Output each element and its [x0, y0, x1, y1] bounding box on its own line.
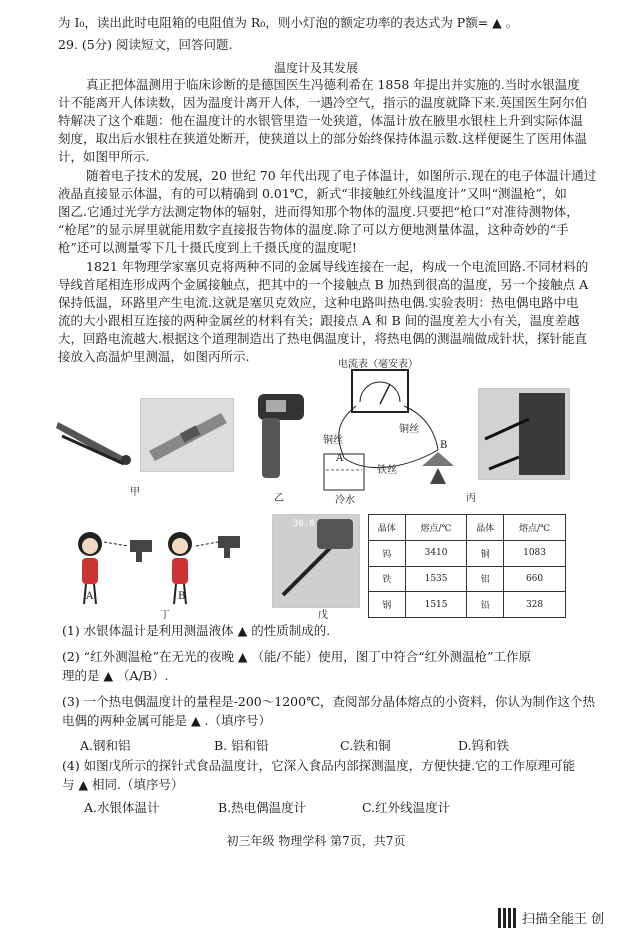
cold-water-label: 冷水 — [335, 495, 355, 506]
figure-label-jia: 甲 — [130, 487, 140, 498]
table-cell: 钢 — [369, 592, 406, 618]
furnace-probe-image — [478, 388, 570, 480]
table-header: 熔点/℃ — [504, 515, 566, 541]
table-cell: 1515 — [405, 592, 467, 618]
figure-label-ding: 丁 — [160, 610, 170, 621]
table-header: 熔点/℃ — [405, 515, 467, 541]
question-3-line-2: 电偶的两种金属可能是 ▲ .（填序号） — [62, 713, 272, 728]
table-cell: 铅 — [467, 592, 504, 618]
table-cell: 328 — [504, 592, 566, 618]
question-1: (1) 水银体温计是利用测温液体 ▲ 的性质制成的. — [62, 623, 331, 638]
children-infrared-diagram — [68, 520, 248, 610]
q4-option-a: A.水银体温计 — [84, 800, 160, 815]
table-cell: 1083 — [504, 540, 566, 566]
table-cell: 铁 — [369, 566, 406, 592]
table-header: 晶体 — [369, 515, 406, 541]
probe-screen-reading: 36.8 — [293, 519, 315, 529]
iron-wire-label: 铁丝 — [377, 465, 397, 476]
paragraph-line: 大，回路电流越大.根据这个道理制造出了热电偶温度计，将热电偶的测温端做成针状，探针能直 — [58, 331, 587, 346]
copper-wire-left-label: 铜丝 — [323, 435, 343, 446]
question-2-line-1: (2) “红外测温枪”在无光的夜晚 ▲ （能/不能）使用，图丁中符合“红外测温枪”工作原 — [62, 649, 532, 664]
article-title: 温度计及其发展 — [273, 61, 358, 75]
copper-wire-right-label: 铜丝 — [399, 424, 419, 435]
clinical-thermometer-image — [54, 400, 134, 470]
paragraph-line: 计，如图甲所示. — [58, 149, 150, 164]
question-29-header: 29. (5分) 阅读短文，回答问题. — [58, 37, 233, 52]
paragraph-line: 保持低温，环路里产生电流.这就是塞贝克效应，这种电路叫热电偶.实验表明：热电偶电路中电 — [58, 295, 579, 310]
paragraph-line: 接放入高温炉里测温，如图丙所示. — [58, 349, 250, 364]
table-header: 晶体 — [467, 515, 504, 541]
paragraph-line: 刻度，取出后水银柱在狭道处断开，使狭道以上的部分始终保持体温示数.这样便诞生了医用体温 — [58, 131, 587, 146]
paragraph-line: “枪尾”的显示屏里就能用数字直接报告物体的温度.除了可以方便地测量体温，这种奇妙的“手 — [58, 222, 569, 237]
question-2-line-2: 理的是 ▲ （A/B）. — [62, 668, 169, 683]
ding-a-label: A — [86, 591, 94, 602]
q3-option-b: B. 铝和铅 — [214, 738, 269, 753]
digital-thermometer-image — [140, 398, 234, 472]
table-row — [369, 540, 566, 566]
qr-code-icon — [498, 908, 518, 928]
table-cell: 铜 — [467, 540, 504, 566]
infrared-gun-image — [252, 388, 308, 484]
q3-option-d: D.钨和铁 — [458, 738, 510, 753]
paragraph-line: 1821 年物理学家塞贝克将两种不同的金属导线连接在一起，构成一个电流回路.不同材料的 — [86, 259, 589, 274]
paragraph-line: 计不能离开人体读数，因为温度计离开人体，一遇冷空气，指示的温度就降下来.英国医生阿尔伯 — [58, 95, 587, 110]
paragraph-line: 导线首尾相连形成两个金属接触点，把其中的一个接触点 B 加热到很高的温度，另一个接触点 A — [58, 277, 589, 292]
q3-option-a: A.钢和铝 — [80, 738, 131, 753]
question-4-line-2: 与 ▲ 相同.（填序号） — [62, 777, 184, 792]
paragraph-line: 随着电子技术的发展，20 世纪 70 年代出现了电子体温计，如图所示.现在的电子体温计通过 — [86, 168, 597, 183]
paragraph-line: 图乙.它通过光学方法测定物体的辐射，进而得知那个物体的温度.只要把“枪口”对准待测物体， — [58, 204, 579, 219]
point-b-label: B — [440, 440, 448, 451]
question-3-line-1: (3) 一个热电偶温度计的量程是-200～1200℃，查阅部分晶体熔点的小资料，你认为制作这个热 — [62, 694, 596, 709]
ding-b-label: B — [178, 591, 186, 602]
formula-line: 为 I₀，读出此时电阻箱的电阻值为 R₀，则小灯泡的额定功率的表达式为 P额= ▲ 。 — [58, 15, 519, 30]
paragraph-line: 特解决了这个难题：他在温度计的水银管里造一处狭道，体温计放在腋里水银柱上升到实际体温 — [58, 113, 584, 128]
table-header-row — [369, 515, 566, 541]
ammeter-label: 电流表（毫安表） — [338, 359, 418, 370]
table-row — [369, 592, 566, 618]
table-cell: 1535 — [405, 566, 467, 592]
paragraph-line: 流的大小跟相互连接的两种金属丝的材料有关；跟接点 A 和 B 间的温度差大小有关，温度差越 — [58, 313, 580, 328]
table-cell: 3410 — [405, 540, 467, 566]
paragraph-line: 液晶直接显示体温，有的可以精确到 0.01℃，新式“非接触红外线温度计”又叫“测温枪”，如 — [58, 186, 567, 201]
table-cell: 660 — [504, 566, 566, 592]
q4-option-b: B.热电偶温度计 — [218, 800, 307, 815]
melting-point-table — [368, 514, 566, 618]
figure-label-bing: 丙 — [466, 493, 476, 504]
paragraph-line: 枪”还可以测量零下几十摄氏度到上千摄氏度的温度呢! — [58, 240, 357, 255]
q3-option-c: C.铁和铜 — [340, 738, 391, 753]
question-4-line-1: (4) 如图戊所示的探针式食品温度计，它深入食品内部探测温度，方便快捷.它的工作原理可能 — [62, 758, 576, 773]
food-probe-thermometer-image — [272, 514, 360, 608]
page-footer: 初三年级 物理学科 第7页，共7页 — [226, 834, 406, 848]
figure-label-wu: 戊 — [318, 610, 328, 621]
paragraph-line: 真正把体温测用于临床诊断的是德国医生冯德利希在 1858 年提出并实施的.当时水银温度 — [86, 77, 580, 92]
table-row — [369, 566, 566, 592]
figure-label-yi: 乙 — [274, 493, 284, 504]
table-cell: 钨 — [369, 540, 406, 566]
point-a-label: A — [336, 453, 344, 464]
scanner-watermark: 扫描全能王 创 — [522, 912, 605, 927]
q4-option-c: C.红外线温度计 — [362, 800, 451, 815]
table-cell: 铝 — [467, 566, 504, 592]
